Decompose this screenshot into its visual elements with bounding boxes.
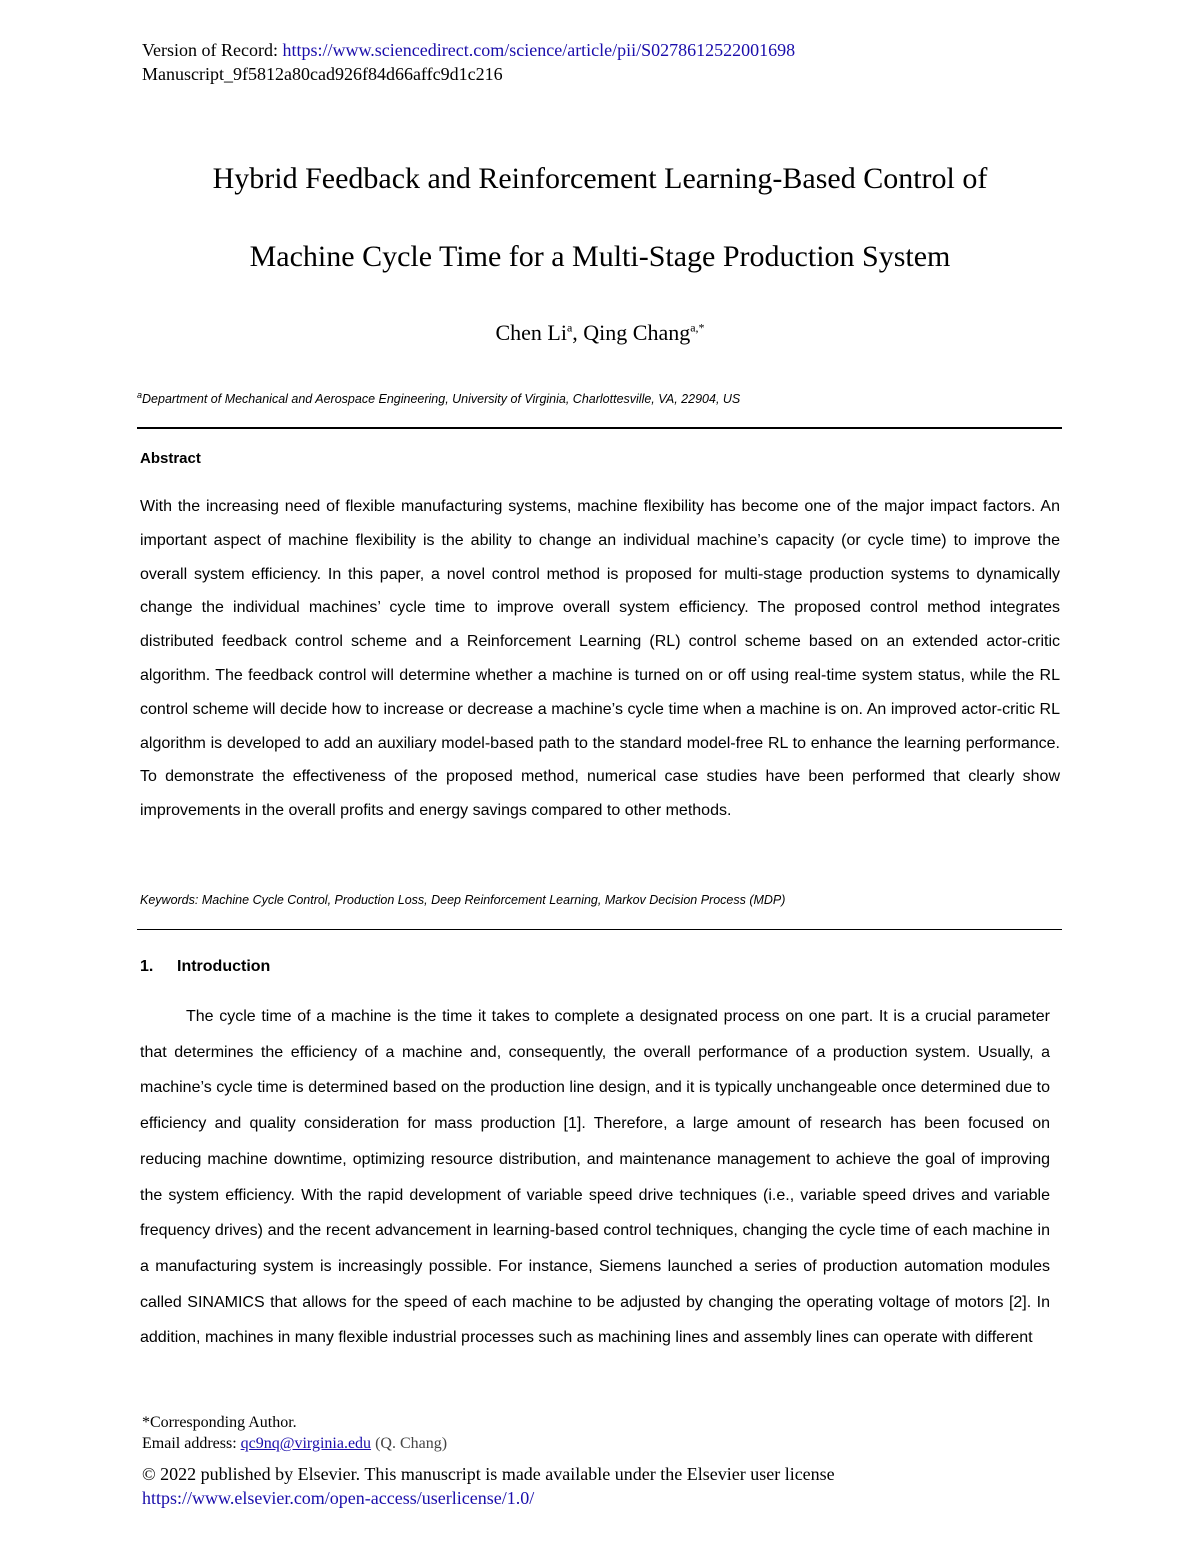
author-1-affiliation-mark: a (566, 320, 573, 335)
divider-bottom (137, 929, 1062, 930)
author-list (0, 318, 1200, 348)
manuscript-id: Manuscript_9f5812a80cad926f84d66affc9d1c216 (142, 64, 503, 84)
email-suffix: (Q. Chang) (371, 1435, 448, 1452)
license-statement: © 2022 published by Elsevier. This manuscript is made available under the Elsevier user license (142, 1464, 835, 1484)
keywords-text: Machine Cycle Control, Production Loss, Deep Reinforcement Learning, Markov Decision Process (MDP) (201, 893, 786, 907)
author-2-affiliation-mark: a,* (690, 320, 705, 335)
version-of-record-line (142, 38, 795, 62)
author-separator: , (572, 320, 584, 345)
email-label: Email address: (142, 1435, 241, 1452)
record-header (142, 38, 795, 86)
author-2-name: Qing Chang (583, 320, 691, 345)
corresponding-author-note: *Corresponding Author. (142, 1414, 297, 1431)
abstract-heading: Abstract (140, 450, 201, 467)
affiliation-text: Department of Mechanical and Aerospace Engineering, University of Virginia, Charlottesville, VA, 22904, US (142, 392, 741, 406)
email-link[interactable]: qc9nq@virginia.edu (240, 1435, 372, 1452)
section-heading (140, 958, 270, 976)
keywords-label: Keywords: (140, 893, 202, 907)
paper-title-line-2: Machine Cycle Time for a Multi-Stage Production System (249, 240, 951, 273)
affiliation-mark: a (137, 389, 143, 400)
section-number: 1. (140, 958, 154, 975)
paper-title-line-1: Hybrid Feedback and Reinforcement Learning-Based Control of (212, 162, 988, 195)
keywords (140, 893, 785, 907)
version-of-record-label: Version of Record: (142, 40, 283, 60)
introduction-body: The cycle time of a machine is the time it takes to complete a designated process on one part. It is a crucial parameter that determines the efficiency of a machine and, consequently, the overall performance of a production system. Usually, a machine’s cycle time is determined based on the production line design, and it is typically unchangeable once determined due to efficiency and quality consideration for mass production [1]. Therefore, a large amount of research has been focused on reducing machine downtime, optimizing resource distribution, and maintenance management to achieve the goal of improving the system efficiency. With the rapid development of variable speed drive techniques (i.e., variable speed drives and variable frequency drives) and the recent advancement in learning-based control techniques, changing the cycle time of each machine in a manufacturing system is increasingly possible. For instance, Siemens launched a series of production automation modules called SINAMICS that allows for the speed of each machine to be adjusted by changing the operating voltage of motors [2]. In addition, machines in many flexible industrial processes such as machining lines and assembly lines can operate with different (140, 1008, 1050, 1347)
email-line (142, 1433, 835, 1454)
footnote (142, 1412, 835, 1510)
license-link[interactable]: https://www.elsevier.com/open-access/userlicense/1.0/ (142, 1488, 535, 1508)
divider-top (137, 427, 1062, 429)
section-title: Introduction (177, 958, 271, 975)
version-of-record-link[interactable]: https://www.sciencedirect.com/science/article/pii/S0278612522001698 (282, 40, 796, 60)
paper-title (0, 140, 1200, 296)
affiliation (137, 389, 741, 406)
author-1-name: Chen Li (495, 320, 567, 345)
abstract-body: With the increasing need of flexible manufacturing systems, machine flexibility has become one of the major impact factors. An important aspect of machine flexibility is the ability to change an individual machine’s capacity (or cycle time) to improve the overall system efficiency. In this paper, a novel control method is proposed for multi-stage production systems to dynamically change the individual machines’ cycle time to improve overall system efficiency. The proposed control method integrates distributed feedback control scheme and a Reinforcement Learning (RL) control scheme based on an extended actor-critic algorithm. The feedback control will determine whether a machine is turned on or off using real-time system status, while the RL control scheme will decide how to increase or decrease a machine’s cycle time when a machine is on. An improved actor-critic RL algorithm is developed to add an auxiliary model-based path to the standard model-free RL to enhance the learning performance. To demonstrate the effectiveness of the proposed method, numerical case studies have been performed that clearly show improvements in the overall profits and energy savings compared to other methods. (140, 498, 1060, 820)
